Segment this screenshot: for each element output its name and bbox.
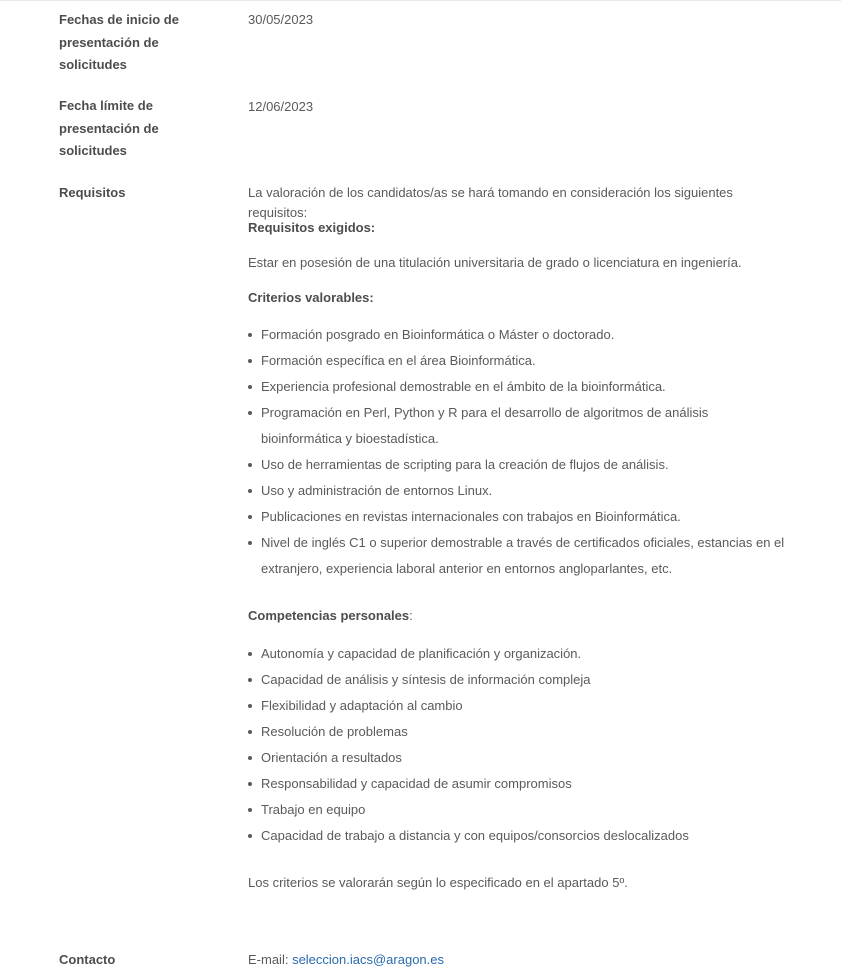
requisitos-intro: La valoración de los candidatos/as se hará tomando en consideración los siguientes requisitos: xyxy=(248,185,733,220)
list-item: Capacidad de análisis y síntesis de información compleja xyxy=(248,667,788,693)
list-item: Autonomía y capacidad de planificación y organización. xyxy=(248,641,788,667)
list-item: Flexibilidad y adaptación al cambio xyxy=(248,693,788,719)
criterios-heading: Criterios valorables: xyxy=(248,290,374,305)
list-item: Programación en Perl, Python y R para el desarrollo de algoritmos de análisis bioinformática y bioestadística. xyxy=(248,400,788,452)
label-fecha-inicio: Fechas de inicio de presentación de solicitudes xyxy=(59,12,179,72)
list-item: Uso de herramientas de scripting para la creación de flujos de análisis. xyxy=(248,452,788,478)
list-item: Experiencia profesional demostrable en el ámbito de la bioinformática. xyxy=(248,374,788,400)
list-item: Publicaciones en revistas internacionales con trabajos en Bioinformática. xyxy=(248,504,788,530)
label-requisitos: Requisitos xyxy=(59,185,126,200)
requisitos-exigidos-heading: Requisitos exigidos: xyxy=(248,220,376,235)
label-fecha-limite: Fecha límite de presentación de solicitudes xyxy=(59,98,159,158)
list-item: Responsabilidad y capacidad de asumir compromisos xyxy=(248,771,788,797)
list-item: Nivel de inglés C1 o superior demostrable a través de certificados oficiales, estancias en el extranjero, experiencia laboral anterior en entornos angloparlantes, etc. xyxy=(248,530,788,582)
requisitos-exigidos-text: Estar en posesión de una titulación universitaria de grado o licenciatura en ingeniería. xyxy=(248,255,742,270)
list-item: Capacidad de trabajo a distancia y con equipos/consorcios deslocalizados xyxy=(248,823,788,849)
competencias-colon: : xyxy=(409,608,413,623)
list-item: Formación posgrado en Bioinformática o Máster o doctorado. xyxy=(248,322,788,348)
competencias-list xyxy=(248,641,788,849)
criterios-closing-note: Los criterios se valorarán según lo especificado en el apartado 5º. xyxy=(248,875,628,890)
list-item: Uso y administración de entornos Linux. xyxy=(248,478,788,504)
criterios-list xyxy=(248,322,788,582)
list-item: Resolución de problemas xyxy=(248,719,788,745)
top-divider xyxy=(0,0,841,1)
competencias-heading-line xyxy=(248,606,788,626)
label-contacto: Contacto xyxy=(59,952,116,967)
value-fecha-limite: 12/06/2023 xyxy=(248,99,314,114)
email-prefix: E-mail: xyxy=(248,952,293,967)
competencias-heading: Competencias personales xyxy=(248,608,410,623)
list-item: Formación específica en el área Bioinformática. xyxy=(248,348,788,374)
contacto-value xyxy=(248,950,788,970)
list-item: Trabajo en equipo xyxy=(248,797,788,823)
list-item: Orientación a resultados xyxy=(248,745,788,771)
email-link[interactable]: seleccion.iacs@aragon.es xyxy=(292,952,445,967)
value-fecha-inicio: 30/05/2023 xyxy=(248,12,314,27)
